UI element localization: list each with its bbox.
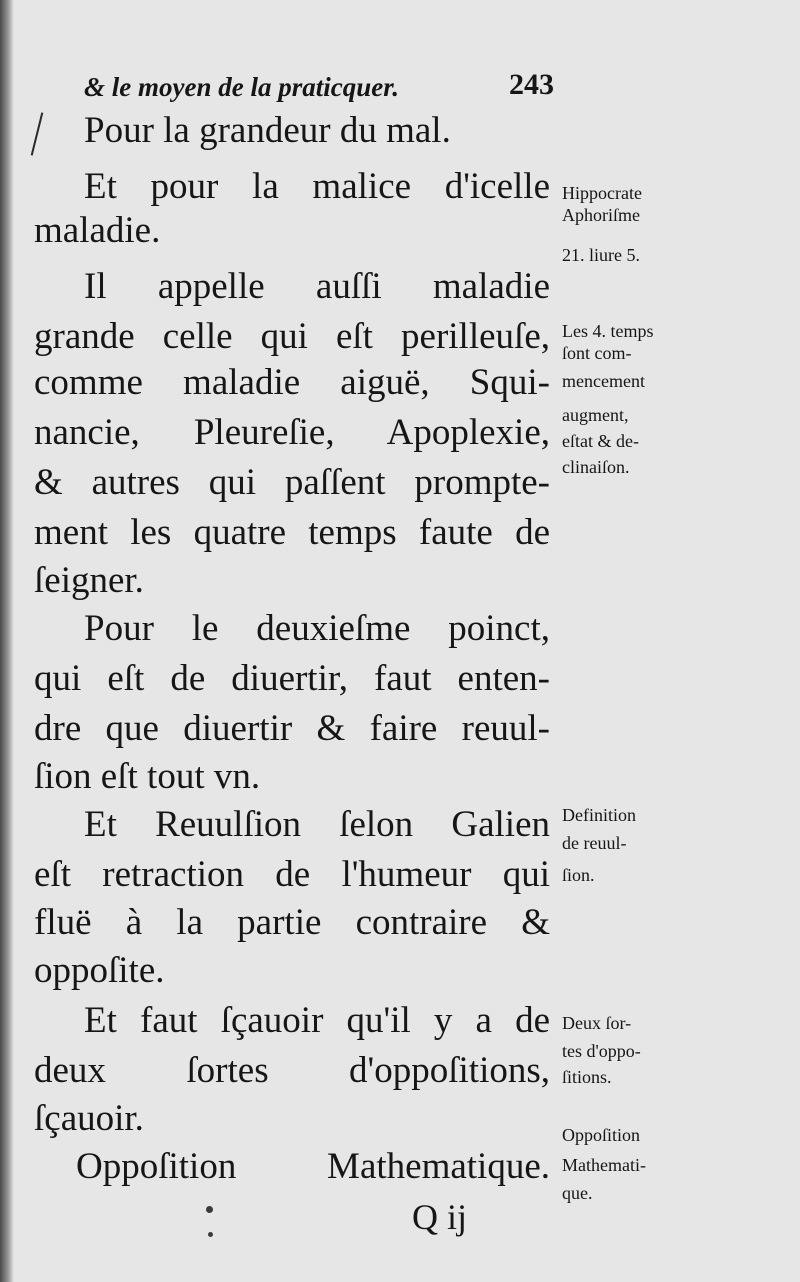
body-line: Il appelle auſſi maladie [84, 266, 550, 307]
margin-note-line: de reuul- [562, 833, 627, 853]
margin-note-line: clinaiſon. [562, 457, 630, 477]
ink-speck [206, 1206, 213, 1213]
body-line: dre que diuertir & faire reuul- [34, 708, 550, 749]
body-line: Et pour la malice d'icelle [84, 166, 550, 207]
body-line: Et Reuulſion ſelon Galien [84, 804, 550, 845]
body-line: ſçauoir. [34, 1098, 144, 1139]
edge-mark [31, 112, 44, 155]
margin-note-line: Definition [562, 805, 636, 825]
margin-note-line: Les 4. temps [562, 321, 654, 341]
body-line: comme maladie aiguë, Squi- [34, 362, 550, 403]
body-line: eſt retraction de l'humeur qui [34, 854, 550, 895]
body-line: Pour la grandeur du mal. [84, 110, 451, 151]
body-line: & autres qui paſſent prompte- [34, 462, 550, 503]
page-number: 243 [509, 68, 554, 101]
margin-note-line: mencement [562, 371, 645, 391]
body-line: Oppoſition Mathematique. [76, 1146, 550, 1187]
gutter-shadow [0, 0, 14, 1282]
margin-note-line: 21. liure 5. [562, 245, 640, 265]
margin-note-line: eſtat & de- [562, 431, 639, 451]
margin-note-line: Oppoſition [562, 1125, 641, 1145]
body-line: ſeigner. [34, 560, 144, 601]
body-line: Pour le deuxieſme poinct, [84, 608, 550, 649]
body-line: fluë à la partie contraire & [34, 902, 550, 943]
body-line: Et faut ſçauoir qu'il y a de [84, 1000, 550, 1041]
body-line: ment les quatre temps faute de [34, 512, 550, 553]
body-line: grande celle qui eſt perilleuſe, [34, 316, 550, 357]
ink-speck [208, 1232, 213, 1237]
margin-note-line: que. [562, 1183, 593, 1203]
margin-note-line: augment, [562, 405, 629, 425]
margin-note-line: tes d'oppo- [562, 1041, 641, 1061]
margin-note-line: Deux ſor- [562, 1013, 632, 1033]
body-line: qui eſt de diuertir, faut enten- [34, 658, 550, 699]
margin-note-line: Aphoriſme [562, 205, 640, 225]
margin-note-line: ſion. [562, 865, 595, 885]
body-line: deux ſortes d'oppoſitions, [34, 1050, 550, 1091]
margin-note-line: ſitions. [562, 1067, 612, 1087]
running-head [84, 68, 554, 108]
margin-note-line: Mathemati- [562, 1155, 646, 1175]
body-line: oppoſite. [34, 950, 165, 991]
margin-note-line: Hippocrate [562, 183, 642, 203]
body-line: nancie, Pleureſie, Apoplexie, [34, 412, 550, 453]
signature-mark: Q ij [412, 1197, 468, 1237]
margin-note-line: ſont com- [562, 343, 632, 363]
body-line: ſion eſt tout vn. [34, 756, 261, 797]
running-head-title: & le moyen de la praticquer. [84, 72, 399, 102]
body-line: maladie. [34, 210, 161, 251]
